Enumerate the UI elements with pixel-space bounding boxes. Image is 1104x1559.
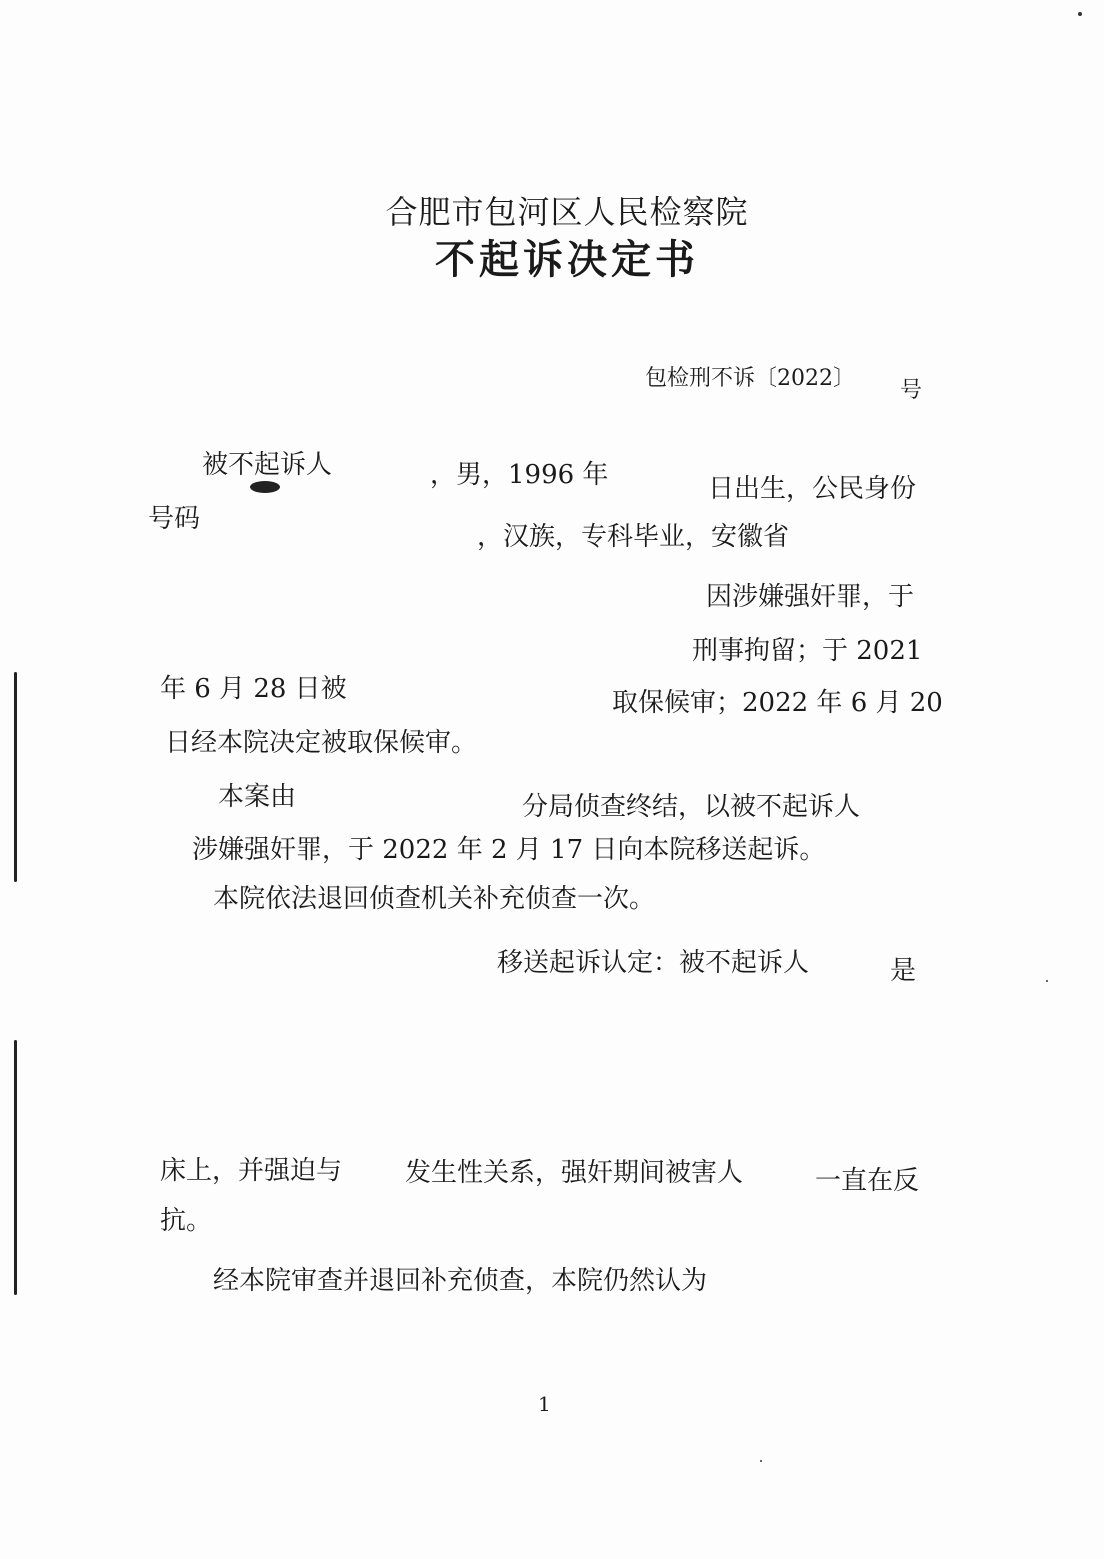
text-line: 发生性关系，强奸期间被害人 [405,1158,744,1188]
scan-speck [1078,12,1082,16]
issuing-organization: 合肥市包河区人民检察院 [385,193,749,231]
text-line: ，汉族，专科毕业，安徽省 [477,522,790,552]
binding-mark-bottom [14,1040,17,1295]
text-line: 日出生，公民身份 [708,474,917,504]
page-number: 1 [538,1392,551,1416]
redaction-smudge [250,481,280,493]
text-line: 因涉嫌强奸罪，于 [706,582,915,612]
text-line: 床上，并强迫与 [160,1156,343,1186]
document-number: 包检刑不诉〔2022〕 [645,366,855,391]
text-line: 年 6 月 28 日被 [160,674,347,704]
text-line: 刑事拘留；于 2021 [692,636,923,666]
text-line: 抗。 [160,1206,213,1236]
text-line: 本院依法退回侦查机关补充侦查一次。 [213,884,656,914]
text-line: 日经本院决定被取保候审。 [165,728,478,758]
document-number-suffix: 号 [900,378,923,403]
scan-speck [1046,980,1048,982]
text-line: 一直在反 [815,1166,920,1196]
text-line: ，男，1996 年 [430,460,609,490]
text-line: 是 [890,956,917,986]
text-line: 取保候审；2022 年 6 月 20 [612,688,943,718]
text-line: 分局侦查终结，以被不起诉人 [522,792,861,822]
text-line: 经本院审查并退回补充侦查，本院仍然认为 [213,1266,708,1296]
text-line: 号码 [148,504,201,534]
text-line: 涉嫌强奸罪，于 2022 年 2 月 17 日向本院移送起诉。 [192,835,826,865]
text-line: 被不起诉人 [202,450,333,480]
scan-speck [760,1460,762,1462]
binding-mark-top [14,672,17,882]
document-title: 不起诉决定书 [435,236,699,283]
text-line: 移送起诉认定：被不起诉人 [497,948,810,978]
text-line: 本案由 [218,782,297,812]
